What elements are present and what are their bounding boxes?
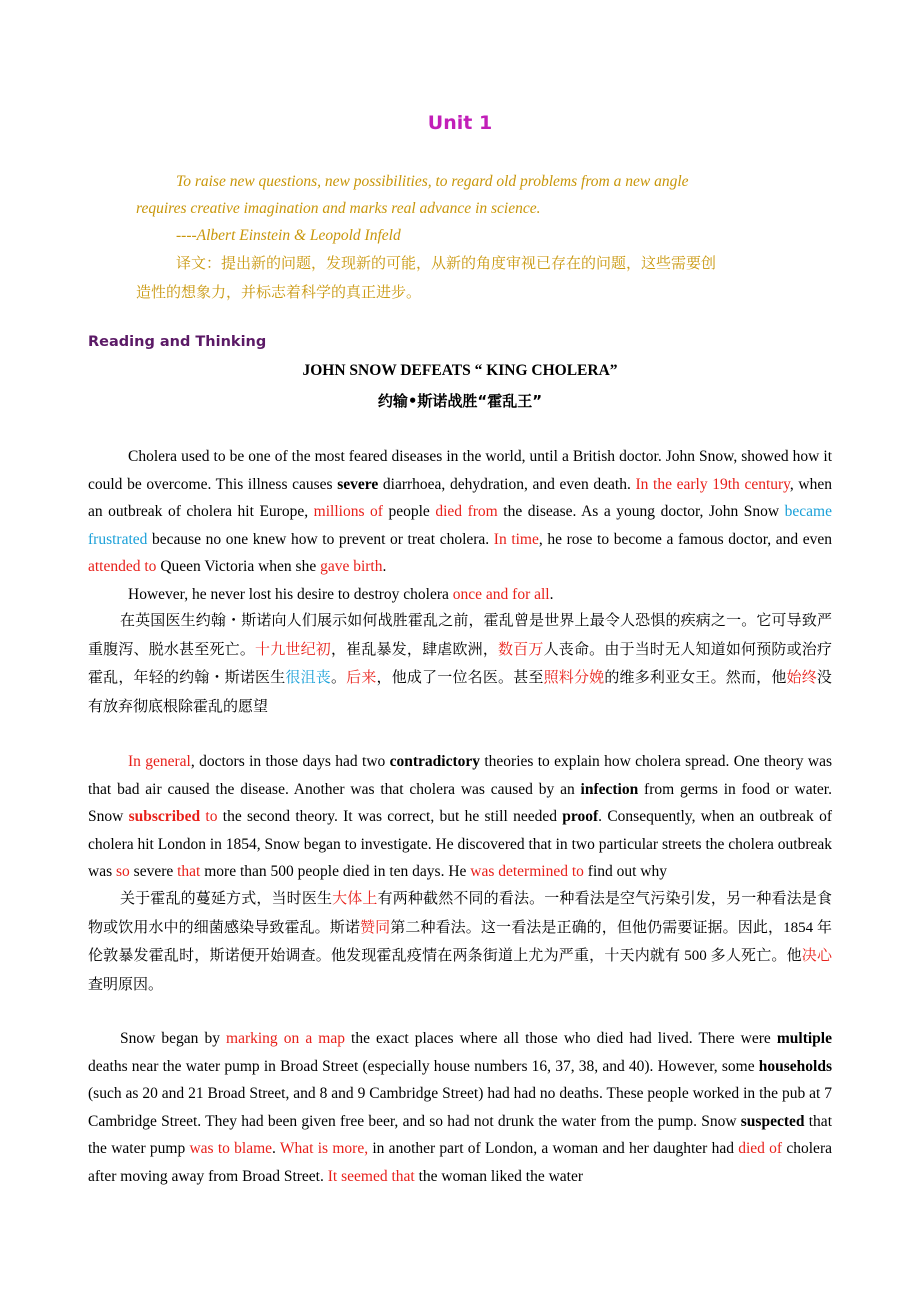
text: the disease. As a young doctor, John Snow — [497, 503, 785, 521]
paragraph-2 — [88, 581, 832, 609]
phrase-highlight: 大体上 — [332, 891, 378, 907]
text: the exact places where all those who died had lived. There were — [344, 1030, 777, 1047]
text: deaths near the water pump in Broad Street (especially house numbers 16, 37, 38, and 40). However, some — [88, 1057, 759, 1075]
phrase-highlight-blue: became frustrated — [88, 503, 832, 548]
text: people — [382, 503, 436, 521]
text: in another part of London, a woman and her daughter had — [368, 1140, 739, 1158]
quote-text — [136, 168, 736, 222]
phrase-highlight: It seemed that — [327, 1167, 415, 1185]
text: the woman liked the water — [414, 1167, 583, 1185]
text: . — [549, 586, 554, 603]
text: that the water pump — [88, 1112, 832, 1158]
text: 关于霍乱的蔓延方式，当时医生 — [120, 891, 333, 907]
quote-translation-line-2: 造性的想象力，并标志着科学的真正进步。 — [136, 285, 422, 301]
phrase-highlight: died from — [435, 503, 498, 521]
article-title: JOHN SNOW DEFEATS “ KING CHOLERA” — [302, 362, 618, 379]
keyword-proof: proof — [562, 808, 599, 826]
paragraph-5-translation — [88, 885, 832, 999]
text: diarrhoea, dehydration, and even death. — [378, 475, 636, 493]
quote-line-2: requires creative imagination and marks real advance in science. — [136, 200, 541, 217]
phrase-highlight: was determined to — [470, 863, 584, 881]
phrase-highlight: In general — [128, 753, 191, 770]
text: , he rose to become a famous doctor, and even — [538, 530, 832, 548]
phrase-highlight: 始终 — [786, 670, 817, 686]
keyword-infection: infection — [580, 780, 639, 798]
keyword-subscribed: subscribed — [128, 808, 201, 826]
quote-translation — [136, 250, 736, 308]
text: find out why — [583, 863, 667, 881]
phrase-highlight: 决心 — [801, 948, 832, 964]
text: Snow began by — [120, 1030, 227, 1047]
quote-translation-line-1: 译文：提出新的问题，发现新的可能，从新的角度审视已存在的问题，这些需要创 — [176, 256, 717, 272]
text: 有两种截然不同的看法。一种看法是空气污染引发，另一种看法是食物或饮用水中的细菌感染导致霍乱。斯诺 — [88, 891, 832, 936]
quote-author: ----Albert Einstein & Leopold Infeld — [176, 227, 401, 244]
phrase-highlight: that — [177, 863, 201, 881]
phrase-highlight: died of — [738, 1140, 783, 1158]
text: (such as 20 and 21 Broad Street, and 8 and 9 Cambridge Street) had had no deaths. These people worked in the pub at 7 Cambridge Street. They had been given free beer, and so had not drunk the water from the pump. Snow — [88, 1085, 832, 1130]
text: . — [272, 1140, 280, 1158]
phrase-highlight: 十九世纪初 — [255, 641, 331, 658]
phrase-highlight: attended to — [88, 558, 157, 576]
keyword-households: households — [758, 1057, 832, 1075]
phrase-highlight: 数百万 — [498, 641, 544, 658]
text: 人丧命。由于当时无人知道如何预防或治疗霍乱，年轻的约翰・斯诺医生 — [88, 641, 832, 686]
section-heading: Reading and Thinking — [88, 334, 267, 350]
keyword-contradictory: contradictory — [389, 753, 480, 770]
unit-title: Unit 1 — [427, 112, 493, 134]
text: . Consequently, when an outbreak of cholera hit London in 1854, Snow began to investigate. He discovered that in two particular streets the cholera outbreak was — [88, 808, 832, 881]
paragraph-4 — [88, 748, 832, 886]
text: 查明原因。 — [88, 976, 164, 993]
text: theories to explain how cholera spread. One theory was that bad air caused the disease. Another was that cholera was caused by an — [88, 753, 832, 798]
text: 。 — [330, 670, 347, 686]
article-title-cn: 约输•斯诺战胜“霍乱王” — [377, 392, 543, 410]
text: However, he never lost his desire to destroy cholera — [128, 586, 453, 603]
text: from germs in food or water. Snow — [88, 780, 832, 826]
phrase-highlight: 赞同 — [360, 919, 391, 936]
phrase-highlight: 照料分娩 — [543, 670, 605, 686]
quote-line-1: To raise new questions, new possibilities, to regard old problems from a new angle — [176, 173, 689, 190]
text: 没有放弃彻底根除霍乱的愿望 — [88, 670, 832, 715]
text: cholera after moving away from Broad Street. — [88, 1140, 832, 1185]
text: severe — [129, 863, 178, 881]
text: 在英国医生约翰・斯诺向人们展示如何战胜霍乱之前，霍乱曾是世界上最令人恐惧的疾病之一。它可导致严重腹泻、脱水甚至死亡。 — [88, 613, 832, 658]
phrase-highlight: was to blame — [189, 1140, 273, 1158]
text: ，崔乱暴发，肆虐欧洲， — [330, 641, 499, 658]
text: because no one knew how to prevent or treat cholera. — [147, 530, 494, 548]
phrase-highlight: once and for all — [452, 586, 550, 603]
text: . — [382, 558, 387, 576]
phrase-highlight: 后来 — [346, 670, 377, 686]
keyword-suspected: suspected — [740, 1112, 805, 1130]
keyword-multiple: multiple — [776, 1030, 832, 1047]
text: Queen Victoria when she — [156, 558, 321, 576]
phrase-highlight-blue: 很沮丧 — [285, 670, 331, 686]
paragraph-1 — [88, 443, 832, 581]
phrase-highlight: In the early 19th century — [635, 475, 790, 493]
keyword-severe: severe — [337, 475, 379, 493]
text: 第二种看法。这一看法是正确的，但他仍需要证据。因此，1854 年伦敦暴发霍乱时，斯诺便开始调查。他发现霍乱疫情在两条街道上尤为严重，十天内就有 500 多人死亡。他 — [88, 919, 832, 964]
phrase-highlight: millions of — [313, 503, 383, 521]
phrase-highlight: so — [115, 863, 130, 881]
paragraph-3-translation — [88, 607, 832, 721]
phrase-highlight: marking on a map — [226, 1030, 345, 1047]
phrase-highlight: gave birth — [320, 558, 383, 576]
text: ，他成了一位名医。甚至 — [376, 670, 544, 686]
text: Cholera used to be one of the most feared diseases in the world, until a British doctor. John Snow, showed how it could be overcome. This illness causes — [88, 448, 832, 493]
paragraph-6 — [88, 1025, 832, 1191]
phrase-highlight: In time — [493, 530, 539, 548]
text: the second theory. It was correct, but he still needed — [217, 808, 563, 826]
text: 的维多利亚女王。然而，他 — [604, 670, 787, 686]
text: , doctors in those days had two — [190, 753, 390, 770]
phrase-highlight: to — [200, 808, 218, 826]
text: more than 500 people died in ten days. He — [200, 863, 471, 881]
text: , when an outbreak of cholera hit Europe, — [88, 475, 833, 521]
phrase-highlight: What is more, — [279, 1140, 369, 1158]
